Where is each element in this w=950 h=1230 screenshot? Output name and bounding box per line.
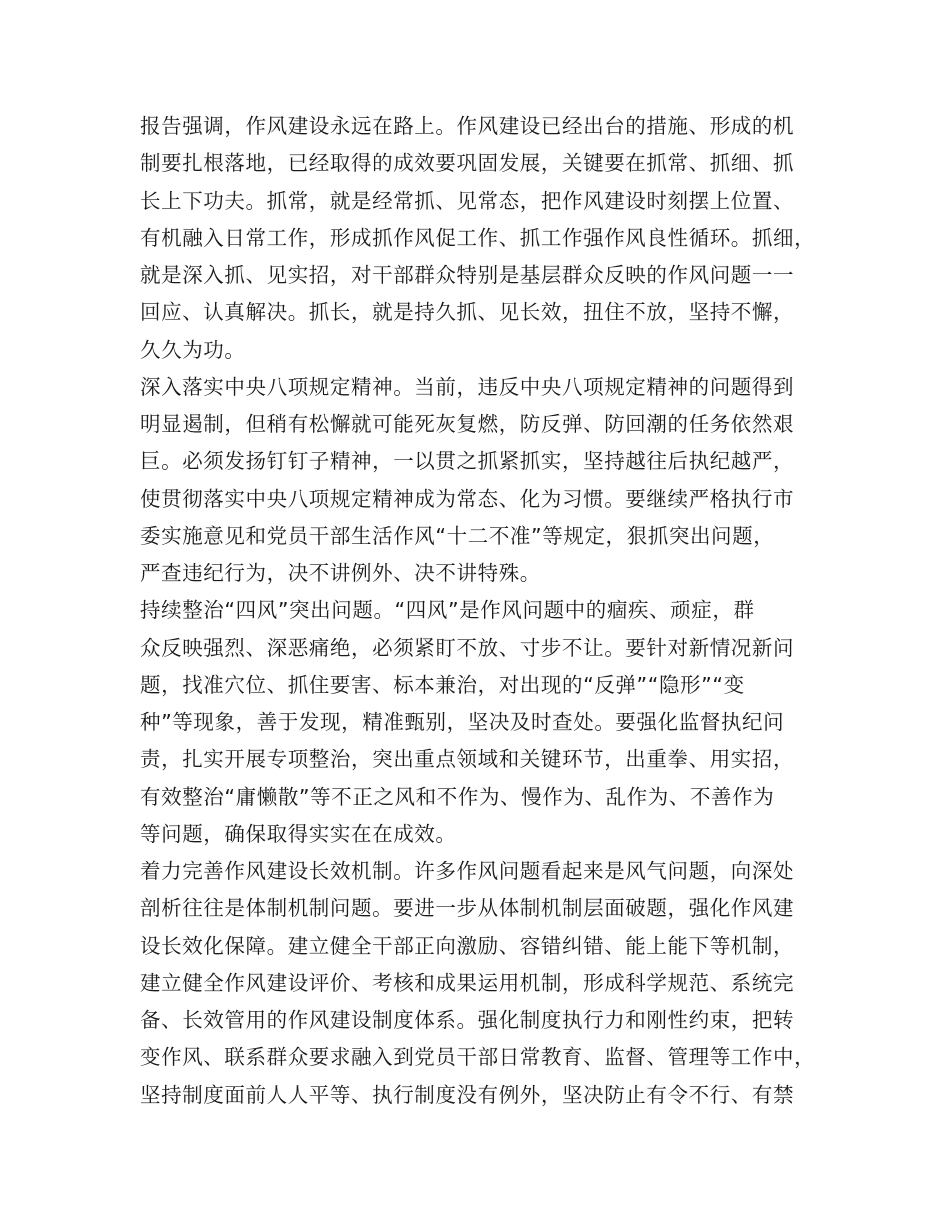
text-line: 长上下功夫。抓常，就是经常抓、见常态，把作风建设时刻摆上位置、 <box>140 188 795 213</box>
text-line: 坚持制度面前人人平等、执行制度没有例外，坚决防止有令不行、有禁 <box>140 1082 795 1107</box>
text-line: 备、长效管用的作风建设制度体系。强化制度执行力和刚性约束，把转 <box>140 1008 795 1032</box>
text-line: 制要扎根落地，已经取得的成效要巩固发展，关键要在抓常、抓细、抓 <box>140 151 795 176</box>
text-line: 久久为功。 <box>140 337 246 362</box>
text-line: 题，找准穴位、抓住要害、标本兼治，对出现的“反弹”“隐形”“变 <box>140 672 745 697</box>
text-line: 众反映强烈、深恶痛绝，必须紧盯不放、寸步不让。要针对新情况新问 <box>140 635 795 660</box>
text-line: 使贯彻落实中央八项规定精神成为常态、化为习惯。要继续严格执行市 <box>140 486 795 511</box>
text-line: 变作风、联系群众要求融入到党员干部日常教育、监督、管理等工作中， <box>140 1045 816 1070</box>
text-line: 有机融入日常工作，形成抓作风促工作、抓工作强作风良性循环。抓细， <box>140 225 816 250</box>
text-line: 建立健全作风建设评价、考核和成果运用机制，形成科学规范、系统完 <box>140 970 795 995</box>
text-line: 深入落实中央八项规定精神。当前，违反中央八项规定精神的问题得到 <box>140 374 795 399</box>
text-line: 责，扎实开展专项整治，突出重点领域和关键环节，出重拳、用实招， <box>140 747 795 772</box>
text-line: 等问题，确保取得实实在在成效。 <box>140 821 457 846</box>
text-line: 明显遏制，但稍有松懈就可能死灰复燃，防反弹、防回潮的任务依然艰 <box>140 412 795 436</box>
text-line: 巨。必须发扬钉钉子精神，一以贯之抓紧抓实，坚持越往后执纪越严， <box>140 449 795 474</box>
text-line: 有效整治“庸懒散”等不正之风和不作为、慢作为、乱作为、不善作为 <box>140 784 775 809</box>
text-line: 剖析往往是体制机制问题。要进一步从体制机制层面破题，强化作风建 <box>140 896 795 921</box>
body-text <box>140 108 840 1114</box>
text-line: 持续整治“四风”突出问题。“四风”是作风问题中的痼疾、顽症，群 <box>140 598 755 623</box>
text-line: 报告强调，作风建设永远在路上。作风建设已经出台的措施、形成的机 <box>140 114 795 138</box>
text-line: 设长效化保障。建立健全干部正向激励、容错纠错、能上能下等机制， <box>140 933 795 958</box>
text-line: 委实施意见和党员干部生活作风“十二不准”等规定，狠抓突出问题， <box>140 523 775 548</box>
text-line: 回应、认真解决。抓长，就是持久抓、见长效，扭住不放，坚持不懈， <box>140 300 795 325</box>
text-line: 就是深入抓、见实招，对干部群众特别是基层群众反映的作风问题一一 <box>140 263 795 287</box>
text-line: 严查违纪行为，决不讲例外、决不讲特殊。 <box>140 561 541 585</box>
text-line: 种”等现象，善于发现，精准甄别，坚决及时查处。要强化监督执纪问 <box>140 710 785 734</box>
text-line: 着力完善作风建设长效机制。许多作风问题看起来是风气问题，向深处 <box>140 859 795 883</box>
